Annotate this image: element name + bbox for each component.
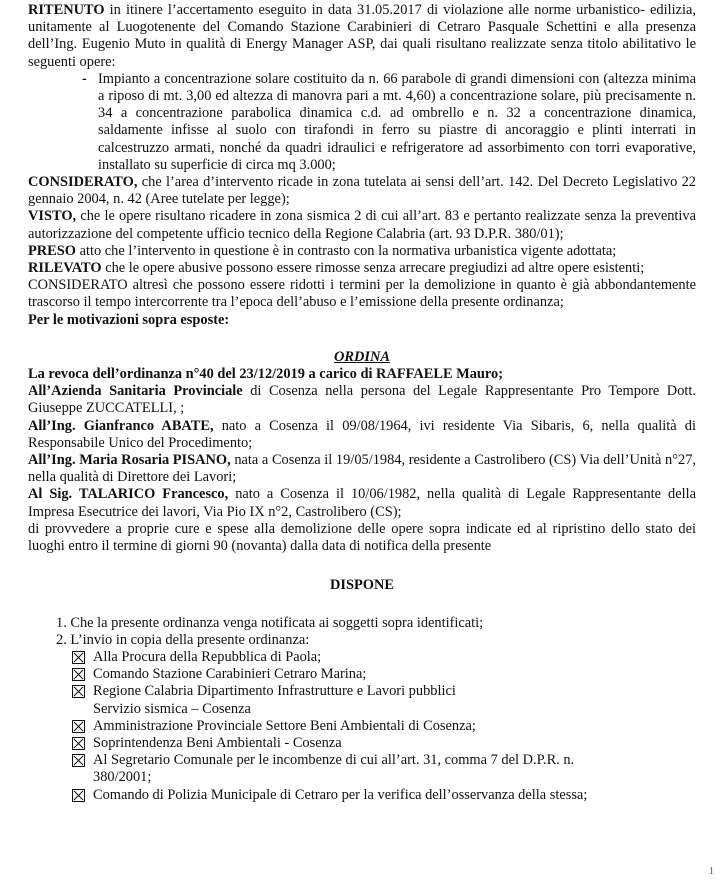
copy-item	[72, 752, 696, 786]
rilevato-label: RILEVATO	[28, 260, 102, 277]
copy-item-text: Comando Stazione Carabinieri Cetraro Marina;	[93, 666, 367, 683]
dispone-list	[56, 615, 696, 649]
recipient-label: All’Azienda Sanitaria Provinciale	[28, 383, 243, 400]
checked-box-icon	[72, 754, 85, 767]
page-mark: 1	[709, 865, 714, 877]
preso-label: PRESO	[28, 242, 76, 259]
dispone-item-1: 1. Che la presente ordinanza venga notificata ai soggetti sopra identificati;	[56, 614, 484, 631]
visto-paragraph	[28, 208, 696, 242]
checked-box-icon	[72, 651, 85, 664]
copy-item-text: Amministrazione Provinciale Settore Beni Ambientali di Cosenza;	[93, 717, 476, 734]
ordina-heading: ORDINA	[334, 348, 390, 365]
considerato-label: CONSIDERATO,	[28, 174, 138, 191]
recipient-abate	[28, 418, 696, 452]
copy-item	[72, 735, 696, 752]
motivazioni-line: Per le motivazioni sopra esposte:	[28, 311, 230, 328]
recipient-text: nato a Cosenza il 10/06/1982, nella qualità di Legale Rappresentante della Impresa Esecutrice dei lavori, Via Pio IX n°2, Castrolibero (CS);	[28, 486, 696, 520]
recipient-label: All’Ing. Maria Rosaria PISANO,	[28, 452, 231, 469]
ritenuto-paragraph	[28, 2, 696, 71]
dispone-heading: DISPONE	[330, 577, 394, 594]
recipient-pisano	[28, 452, 696, 486]
preso-paragraph	[28, 243, 696, 260]
checked-box-icon	[72, 668, 85, 681]
dispone-item-2: 2. L’invio in copia della presente ordinanza:	[56, 631, 310, 648]
copy-item	[72, 718, 696, 735]
works-description: Impianto a concentrazione solare costituito da n. 66 parabole di grandi dimensioni con (altezza minima a riposo di mt. 3,00 ed altezza di manovra pari a mt. 4,60) a concentrazione solare, più precisamente n. 34 a concentrazione parabolica dinamica c.d. ad ombrello e n. 32 a concentrazione dinamica, saldamente infisse al suolo con tirafondi in ferro su piastre di ancoraggio e plinti interrati in calcestruzzo armati, nonché da quadri idraulici e refrigeratore ad assorbimento con torri evaporative, installato su superficie di circa mq 3.000;	[98, 70, 696, 173]
copy-item-text: Al Segretario Comunale per le incombenze di cui all’art. 31, comma 7 del D.P.R. n. 380/2001;	[93, 752, 575, 786]
copy-item	[72, 666, 696, 683]
considerato-text: che l’area d’intervento ricade in zona tutelata ai sensi dell’art. 142. Del Decreto Legislativo 22 gennaio 2004, n. 42 (Aree tutelate per legge);	[28, 174, 696, 208]
recipient-label: Al Sig. TALARICO Francesco,	[28, 486, 229, 503]
considerato-paragraph	[28, 174, 696, 208]
recipient-label: All’Ing. Gianfranco ABATE,	[28, 417, 214, 434]
considerato-altresi-paragraph	[28, 277, 696, 311]
checked-box-icon	[72, 737, 85, 750]
copies-list	[72, 649, 696, 804]
recipient-asp	[28, 383, 696, 417]
visto-text: che le opere risultano ricadere in zona sismica 2 di cui all’art. 83 e pertanto realizzate senza la preventiva autorizzazione del competente ufficio tecnico della Regione Calabria (art. 93 D.P.R. 380/01);	[28, 208, 696, 242]
bullet-dash: -	[82, 70, 87, 87]
provvedere-paragraph: di provvedere a proprie cure e spese alla demolizione delle opere sopra indicate ed al ripristino dello stato dei luoghi entro il termine di giorni 90 (novanta) dalla data di notifica della presente	[28, 520, 696, 555]
copy-item-text: Regione Calabria Dipartimento Infrastrutture e Lavori pubblici Servizio sismica – Cosenza	[93, 683, 456, 717]
checked-box-icon	[72, 685, 85, 698]
revoca-line: La revoca dell’ordinanza n°40 del 23/12/2019 a carico di RAFFAELE Mauro;	[28, 366, 504, 383]
recipient-text: nato a Cosenza il 09/08/1964, ivi residente Via Sibaris, 6, nella qualità di Responsabile Unico del Procedimento;	[28, 417, 696, 451]
copy-item-text: Comando di Polizia Municipale di Cetraro per la verifica dell’osservanza della stessa;	[93, 786, 588, 803]
ritenuto-label: RITENUTO	[28, 2, 105, 18]
copy-item-text: Alla Procura della Repubblica di Paola;	[93, 648, 322, 665]
copy-item	[72, 787, 696, 804]
recipient-talarico	[28, 486, 696, 520]
copy-item	[72, 683, 696, 717]
works-bullet	[82, 71, 696, 174]
rilevato-text: che le opere abusive possono essere rimosse senza arrecare pregiudizi ad altre opere esistenti;	[101, 260, 645, 277]
visto-label: VISTO,	[28, 208, 77, 225]
checked-box-icon	[72, 720, 85, 733]
copy-item	[72, 649, 696, 666]
recipient-text: di Cosenza nella persona del Legale Rappresentante Pro Tempore Dott. Giuseppe ZUCCATELLI, ;	[28, 383, 696, 417]
preso-text: atto che l’intervento in questione è in contrasto con la normativa urbanistica vigente adottata;	[75, 242, 617, 259]
checked-box-icon	[72, 789, 85, 802]
considerato-altresi-text: CONSIDERATO altresì che possono essere ridotti i termini per la demolizione in quanto è già abbondantemente trascorso il tempo intercorrente tra l’epoca dell’abuso e l’emissione della presente ordinanza;	[28, 277, 696, 311]
copy-item-text: Soprintendenza Beni Ambientali - Cosenza	[93, 734, 342, 751]
ritenuto-text: in itinere l’accertamento eseguito in data 31.05.2017 di violazione alle norme urbanistico- edilizia, unitamente al Luogotenente del Comando Stazione Carabinieri di Cetraro Pasquale Schettini e alla presenza dell’Ing. Eugenio Muto in qualità di Energy Manager ASP, dai quali risultano realizzate senza titolo abilitativo le seguenti opere:	[28, 2, 696, 70]
recipient-text: nata a Cosenza il 19/05/1984, residente a Castrolibero (CS) Via dell’Unità n°27, nella qualità di Direttore dei Lavori;	[28, 452, 696, 486]
rilevato-paragraph	[28, 260, 696, 277]
